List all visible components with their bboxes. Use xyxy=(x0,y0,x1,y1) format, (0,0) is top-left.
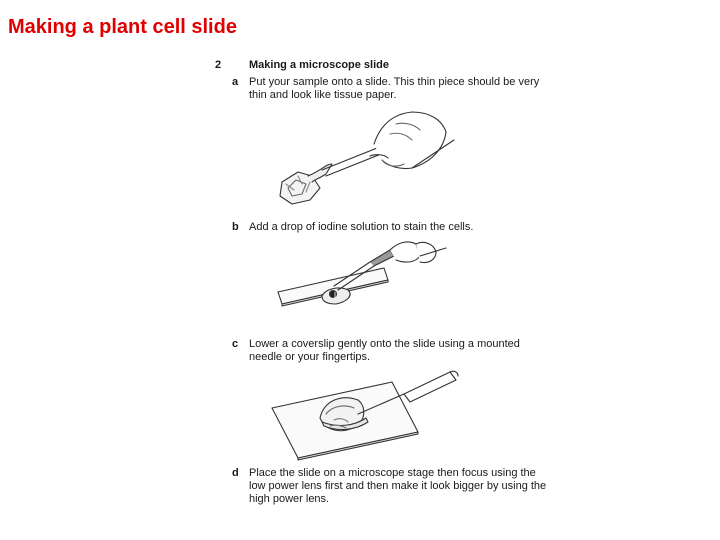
step-c-line-1: Lower a coverslip gently onto the slide using a mounted xyxy=(249,338,520,350)
step-d-line-2: low power lens first and then make it look bigger by using the xyxy=(249,480,547,492)
step-b-line-1: Add a drop of iodine solution to stain the cells. xyxy=(249,221,474,233)
step-a-line-2: thin and look like tissue paper. xyxy=(249,89,397,101)
slide-title: Making a plant cell slide xyxy=(8,16,237,38)
coverslip-illustration xyxy=(262,366,462,466)
step-b-letter: b xyxy=(232,221,239,233)
step-c-line-2: needle or your fingertips. xyxy=(249,351,371,363)
step-d-line-3: high power lens. xyxy=(249,493,330,505)
step-d-line-1: Place the slide on a microscope stage then focus using the xyxy=(249,467,536,479)
step-a-letter: a xyxy=(232,76,239,88)
worksheet-number: 2 xyxy=(215,59,222,71)
step-c-letter: c xyxy=(232,338,239,350)
step-a-line-1: Put your sample onto a slide. This thin piece should be very xyxy=(249,76,540,88)
sample-on-slide-illustration xyxy=(262,104,462,216)
worksheet-heading: Making a microscope slide xyxy=(249,59,389,71)
iodine-drop-illustration xyxy=(270,238,450,342)
step-d-letter: d xyxy=(232,467,239,479)
